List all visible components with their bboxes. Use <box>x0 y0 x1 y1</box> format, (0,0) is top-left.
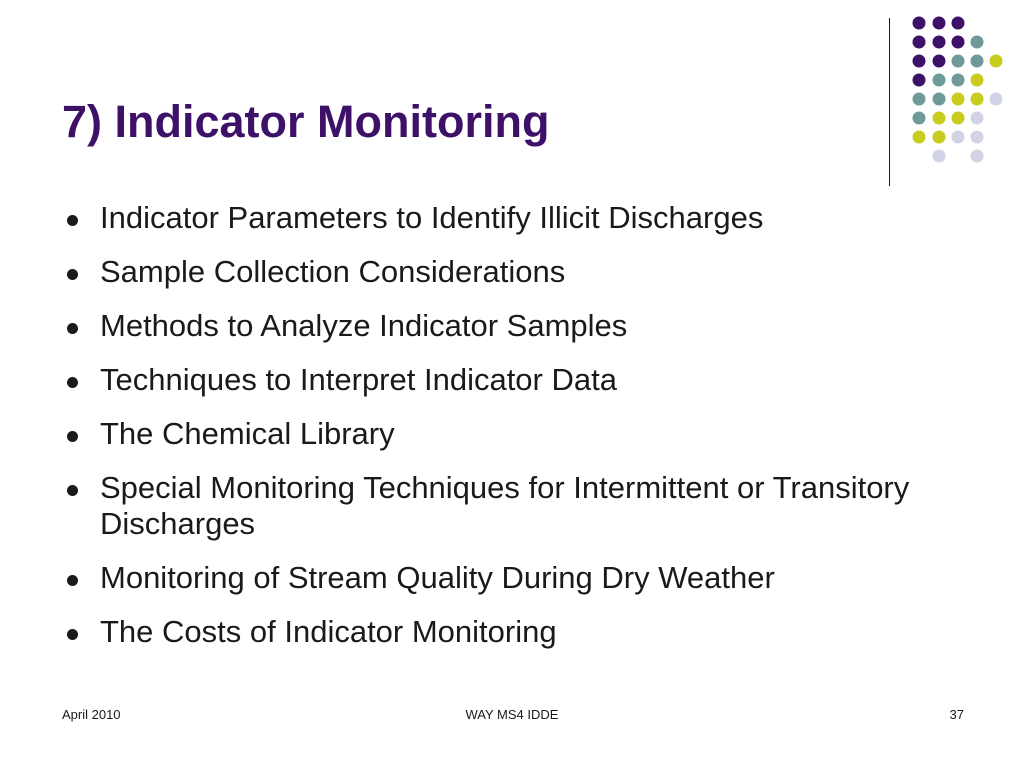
decor-dot <box>933 112 946 125</box>
decor-dot <box>990 55 1003 68</box>
decor-dot <box>952 55 965 68</box>
decor-dot <box>952 17 965 30</box>
decor-dot <box>971 74 984 87</box>
page-number: 37 <box>949 707 964 722</box>
decor-dot <box>933 131 946 144</box>
footer-date: April 2010 <box>62 707 121 722</box>
bullet-text: Sample Collection Considerations <box>100 254 566 289</box>
bullet-item <box>62 254 942 290</box>
decor-dot <box>952 131 965 144</box>
bullet-item <box>62 362 942 398</box>
decor-dot <box>971 150 984 163</box>
bullet-item <box>62 470 942 542</box>
decor-dot <box>933 55 946 68</box>
bullet-text: Techniques to Interpret Indicator Data <box>100 362 617 397</box>
bullet-item <box>62 560 942 596</box>
bullet-item <box>62 200 942 236</box>
bullet-text: The Chemical Library <box>100 416 395 451</box>
bullet-icon <box>67 323 78 334</box>
decor-dot <box>913 55 926 68</box>
decor-dot <box>990 93 1003 106</box>
decor-dot <box>971 112 984 125</box>
bullet-text: Monitoring of Stream Quality During Dry Weather <box>100 560 775 595</box>
bullet-list <box>62 200 942 668</box>
decor-dot <box>971 93 984 106</box>
decor-dot <box>952 36 965 49</box>
bullet-text: The Costs of Indicator Monitoring <box>100 614 557 649</box>
bullet-text: Methods to Analyze Indicator Samples <box>100 308 628 343</box>
bullet-icon <box>67 575 78 586</box>
decor-dot <box>933 17 946 30</box>
decor-dot <box>952 93 965 106</box>
decor-dot <box>933 36 946 49</box>
decor-dot <box>952 74 965 87</box>
decor-dot <box>913 17 926 30</box>
bullet-item <box>62 416 942 452</box>
decor-dot <box>933 74 946 87</box>
decor-dot <box>913 36 926 49</box>
bullet-icon <box>67 377 78 388</box>
bullet-item <box>62 308 942 344</box>
bullet-icon <box>67 431 78 442</box>
decor-dot <box>913 112 926 125</box>
bullet-text: Indicator Parameters to Identify Illicit Discharges <box>100 200 764 235</box>
decor-dot <box>971 36 984 49</box>
decor-dot <box>971 131 984 144</box>
decor-dot <box>913 74 926 87</box>
footer-title: WAY MS4 IDDE <box>465 707 559 722</box>
decor-dot <box>933 93 946 106</box>
slide-title: 7) Indicator Monitoring <box>62 96 550 147</box>
bullet-text: Special Monitoring Techniques for Intermittent or Transitory Discharges <box>100 470 910 541</box>
bullet-icon <box>67 215 78 226</box>
bullet-item <box>62 614 942 650</box>
bullet-icon <box>67 485 78 496</box>
decor-dot <box>971 55 984 68</box>
bullet-icon <box>67 269 78 280</box>
decor-dot <box>933 150 946 163</box>
decor-dot <box>913 93 926 106</box>
title-divider-line <box>889 18 890 186</box>
decor-dot <box>913 131 926 144</box>
bullet-icon <box>67 629 78 640</box>
decor-dot <box>952 112 965 125</box>
